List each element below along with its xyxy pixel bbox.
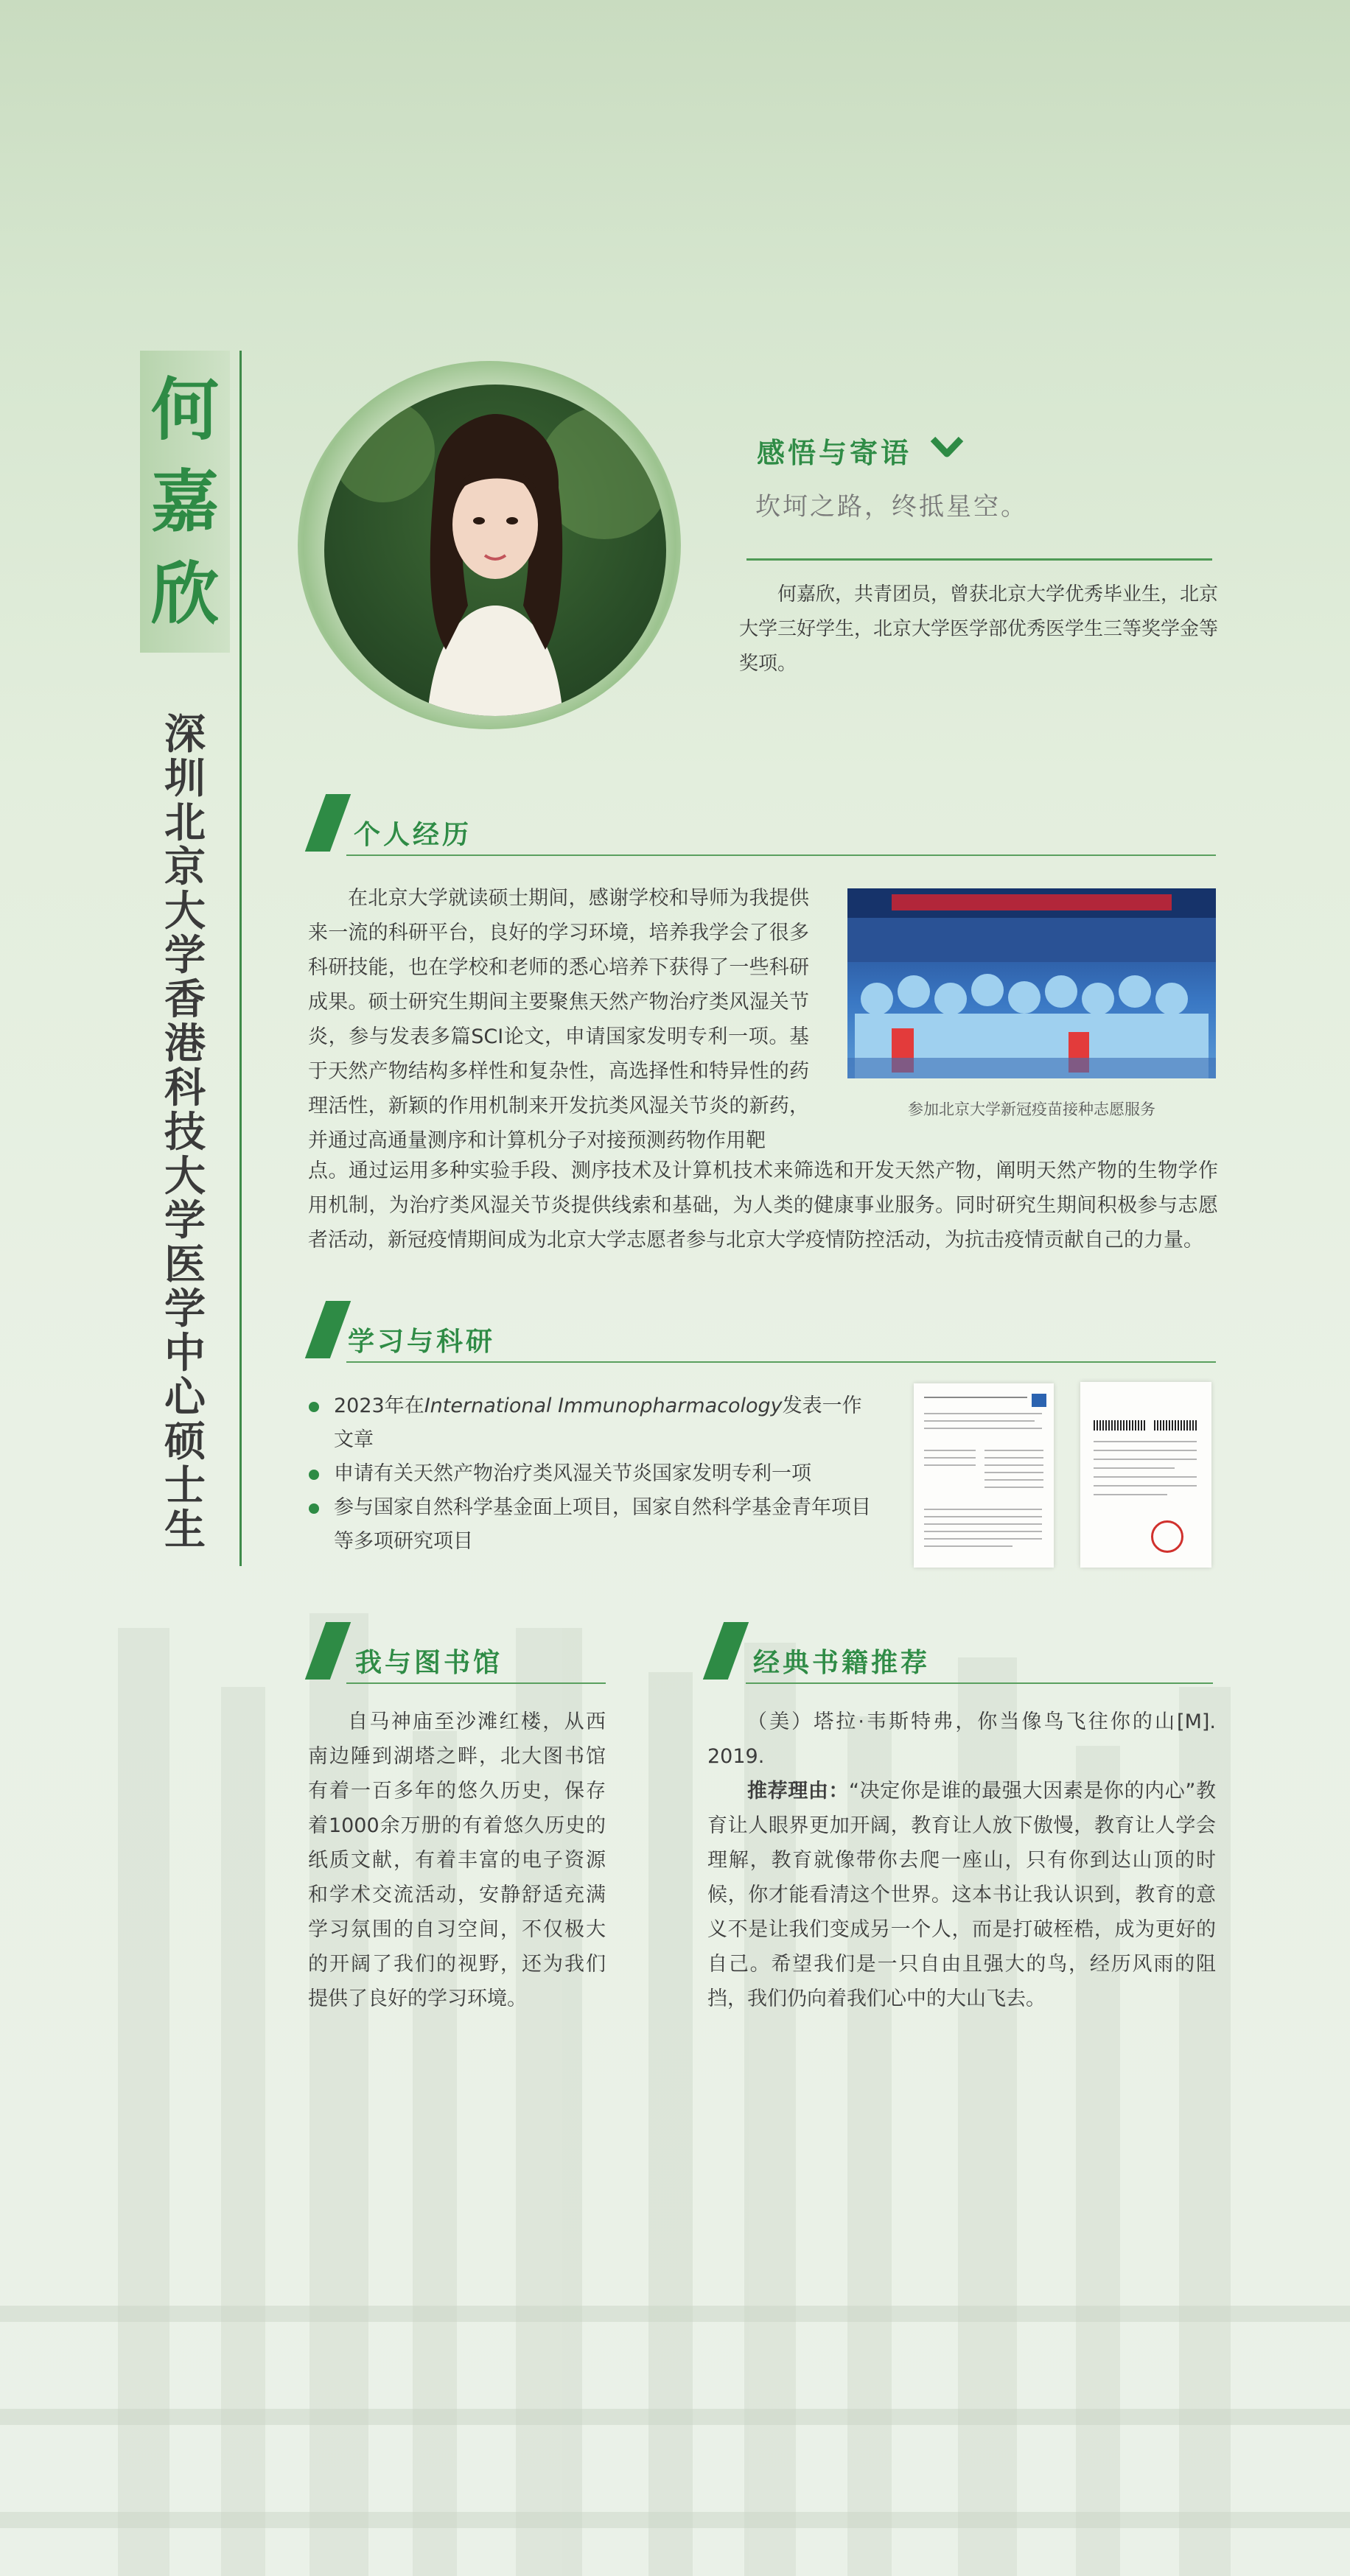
institution-char: 生 [164,1506,206,1554]
patent-thumbnail [1080,1382,1211,1568]
institution-char: 深 [164,711,206,759]
institution-char: 心 [164,1374,206,1422]
name-char-2: 嘉 [150,462,219,541]
paper-thumbnail [914,1383,1054,1568]
motto-text: 坎坷之路，终抵星空。 [755,492,1028,522]
vertical-divider [239,351,242,1566]
book-citation: （美）塔拉·韦斯特弗，你当像鸟飞往你的山[M]. 2019. [707,1710,1216,1768]
chevron-down-icon [930,435,964,461]
bullet-icon [309,1402,319,1412]
institution-char: 硕 [164,1418,206,1466]
portrait-photo [324,385,666,716]
experience-paragraph-1: 在北京大学就读硕士期间，感谢学校和导师为我提供来一流的科研平台，良好的学习环境，培养我学会了很多科研技能，也在学校和老师的悉心培养下获得了一些科研成果。硕士研究生期间主要聚焦天然产物治疗类风湿关节炎，参与发表多篇SCI论文，申请国家发明专利一项。基于天然产物结构多样性和复杂性，高选择性和特异性的药理活性，新颖的作用机制来开发抗类风湿关节炎的新药，并通过高通量测序和计算机分子对接预测药物作用靶 [308,887,809,1152]
institution-char: 学 [164,1285,206,1333]
bio-text: 何嘉欣，共青团员，曾获北京大学优秀毕业生，北京大学三好学生，北京大学医学部优秀医学生三等奖学金等奖项。 [739,583,1219,675]
library-text: 自马神庙至沙滩红楼，从西南边陲到湖塔之畔，北大图书馆有着一百多年的悠久历史，保存着1000余万册的有着悠久历史的纸质文献，有着丰富的电子资源和学术交流活动，安静舒适充满学习氛围的自习空间，不仅极大的开阔了我们的视野，还为我们提供了良好的学习环境。 [308,1710,606,2010]
bullet-icon [309,1470,319,1480]
section-marker [305,794,351,852]
list-item: 申请有关天然产物治疗类风湿关节炎国家发明专利一项 [306,1457,881,1491]
reflection-title: 感悟与寄语 [757,436,912,469]
institution-char: 学 [164,932,206,980]
institution-char: 科 [164,1064,206,1112]
name-char-3: 欣 [150,554,219,634]
name-char-1: 何 [150,370,219,449]
institution-char: 港 [164,1020,206,1068]
books-divider [746,1682,1213,1684]
reason-label: 推荐理由： [747,1780,850,1803]
reflection-divider [746,558,1212,561]
research-divider [346,1361,1216,1363]
list-item: 2023年在International Immunopharmacology发表一作文章 [306,1389,881,1457]
volunteer-group-photo [847,888,1216,1078]
book-reason [707,1774,1216,2016]
institution-char: 大 [164,1153,206,1201]
research-list [306,1389,881,1559]
experience-title: 个人经历 [354,819,472,850]
list-item: 参与国家自然科学基金面上项目，国家自然科学基金青年项目等多项研究项目 [306,1491,881,1559]
institution-char: 香 [164,976,206,1024]
bullet-icon [309,1503,319,1514]
reason-text: “决定你是谁的最强大因素是你的内心”教育让人眼界更加开阔，教育让人放下傲慢，教育让人学会理解，教育就像带你去爬一座山，只有你到达山顶的时候，你才能看清这个世界。这本书让我认识到，教育的意义不是让我们变成另一个人，而是打破桎梏，成为更好的自己。希望我们是一只自由且强大的鸟，经历风雨的阻挡，我们仍向着我们心中的大山飞去。 [707,1780,1216,2010]
institution-char: 学 [164,1197,206,1245]
library-divider [346,1682,606,1684]
photo-caption: 参加北京大学新冠疫苗接种志愿服务 [908,1101,1155,1118]
section-marker [305,1301,351,1358]
institution-char: 士 [164,1462,206,1510]
institution-char: 大 [164,888,206,936]
experience-divider [346,854,1216,856]
research-title: 学习与科研 [348,1326,496,1357]
institution-char: 北 [164,799,206,847]
institution-char: 技 [164,1109,206,1157]
library-title: 我与图书馆 [355,1647,503,1678]
institution-char: 圳 [164,755,206,803]
books-title: 经典书籍推荐 [753,1647,931,1678]
institution-char: 京 [164,843,206,891]
experience-paragraph-2: 点。通过运用多种实验手段、测序技术及计算机技术来筛选和开发天然产物，阐明天然产物的生物学作用机制，为治疗类风湿关节炎提供线索和基础，为人类的健康事业服务。同时研究生期间积极参与志愿者活动，新冠疫情期间成为北京大学志愿者参与北京大学疫情防控活动，为抗击疫情贡献自己的力量。 [308,1159,1218,1252]
institution-char: 医 [164,1241,206,1289]
institution-char: 中 [164,1330,206,1378]
